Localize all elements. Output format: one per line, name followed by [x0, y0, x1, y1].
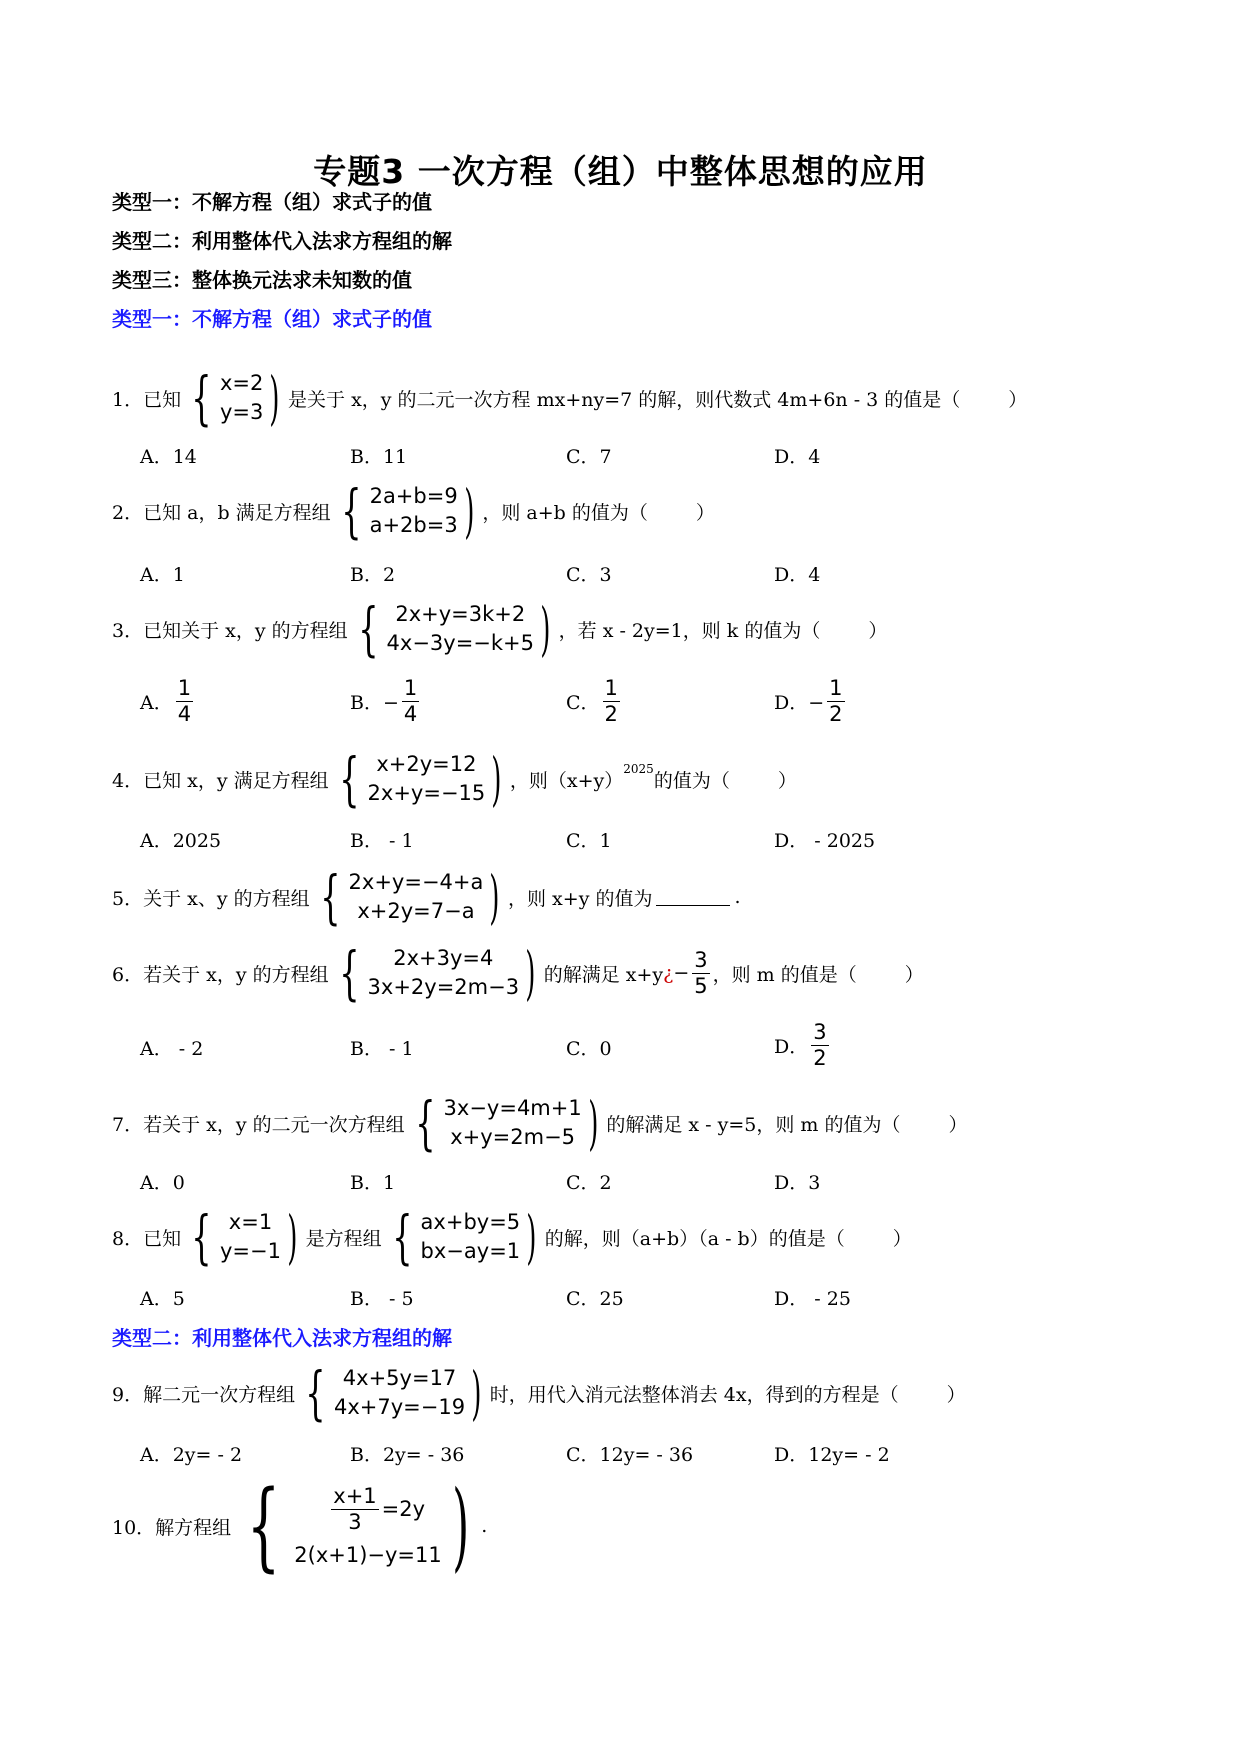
question-9: 9．解二元一次方程组 { 4x+5y=17 4x+7y=−19 ) 时，用代入消元法整体消去 4x，得到的方程是（ ）: [112, 1359, 966, 1427]
equation-system: { ax+by=5 bx−ay=1 ): [391, 1203, 537, 1271]
page-title: 专题3 一次方程（组）中整体思想的应用: [313, 152, 928, 191]
question-7: 7．若关于 x，y 的二元一次方程组 { 3x−y=4m+1 x+y=2m−5 ) 的解满足 x - y=5，则 m 的值为（ ）: [112, 1089, 968, 1157]
equation-system: { 4x+5y=17 4x+7y=−19 ): [305, 1359, 482, 1427]
option-d: D． - 2025: [774, 830, 876, 852]
option-b: B． - 1: [350, 830, 414, 852]
option-d: D．4: [774, 564, 821, 586]
equation-system: { $\frac{x+1}{3}$ =2y 2(x+1)−y=11 ): [246, 1470, 469, 1582]
equation-system: { 2x+3y=4 3x+2y=2m−3 ): [338, 939, 536, 1007]
option-a: A． - 2: [140, 1038, 204, 1060]
toc-item-3: 类型三：整体换元法求未知数的值: [112, 268, 412, 292]
option-b: B．1: [350, 1172, 396, 1194]
option-c: C．3: [566, 564, 612, 586]
option-b: B． - 5: [350, 1288, 414, 1310]
option-a: A．2025: [140, 830, 222, 852]
toc-item-2: 类型二：利用整体代入法求方程组的解: [112, 229, 452, 253]
option-d: D．4: [774, 446, 821, 468]
question-3: 3．已知关于 x，y 的方程组 { 2x+y=3k+2 4x−3y=−k+5 ) ，若 x - 2y=1，则 k 的值为（ ）: [112, 595, 888, 663]
question-4: 4．已知 x，y 满足方程组 { x+2y=12 2x+y=−15 ) ，则（x+y） $^{2025}$ 的值为（ ）: [112, 745, 797, 813]
question-10: 10．解方程组 { $\frac{x+1}{3}$ =2y 2(x+1)−y=11 ) .: [112, 1470, 488, 1582]
option-d: D．3: [774, 1172, 821, 1194]
option-a: A． $\frac{1}{4}$: [140, 676, 192, 726]
option-c: C．7: [566, 446, 612, 468]
option-c: C．2: [566, 1172, 612, 1194]
toc-item-1: 类型一：不解方程（组）求式子的值: [112, 190, 432, 214]
option-c: C．0: [566, 1038, 612, 1060]
option-d: D． $\frac{3}{2}$: [774, 1020, 827, 1070]
option-a: A．1: [140, 564, 185, 586]
question-2: 2．已知 a，b 满足方程组 { 2a+b=9 a+2b=3 ) ，则 a+b 的值为（ ）: [112, 477, 715, 545]
equation-system: { x+2y=12 2x+y=−15 ): [338, 745, 502, 813]
option-b: B．− $\frac{1}{4}$: [350, 676, 418, 726]
option-a: A．14: [140, 446, 197, 468]
option-b: B．2y= - 36: [350, 1444, 465, 1466]
answer-blank[interactable]: [656, 889, 730, 906]
equation-system: { 2x+y=3k+2 4x−3y=−k+5 ): [357, 595, 551, 663]
question-1: 1．已知 { x=2 y=3 ) 是关于 x，y 的二元一次方程 mx+ny=7 的解，则代数式 4m+6n - 3 的值是（ ）: [112, 364, 1028, 432]
option-d: D．12y= - 2: [774, 1444, 890, 1466]
option-b: B．11: [350, 446, 408, 468]
option-a: A．2y= - 2: [140, 1444, 243, 1466]
question-8: 8．已知 { x=1 y=−1 ) 是方程组 { ax+by=5 bx−ay=1 ) 的解，则（a+b）（a - b）的值是（ ）: [112, 1203, 912, 1271]
option-d: D． - 25: [774, 1288, 851, 1310]
equation-system: { 3x−y=4m+1 x+y=2m−5 ): [414, 1089, 599, 1157]
option-c: C．1: [566, 830, 612, 852]
equation-system: { x=2 y=3 ): [191, 364, 280, 432]
option-c: C． $\frac{1}{2}$: [566, 676, 618, 726]
option-a: A．5: [140, 1288, 185, 1310]
option-c: C．12y= - 36: [566, 1444, 694, 1466]
section-heading-1: 类型一：不解方程（组）求式子的值: [112, 307, 432, 331]
question-5: 5．关于 x、y 的方程组 { 2x+y=−4+a x+2y=7−a ) ，则 x+y 的值为 .: [112, 863, 741, 931]
question-6: 6．若关于 x，y 的方程组 { 2x+3y=4 3x+2y=2m−3 ) 的解满足 x+y ¿ − $\frac{3}{5}$ ，则 m 的值是（ ）: [112, 939, 924, 1007]
equation-system: { 2a+b=9 a+2b=3 ): [340, 477, 475, 545]
option-a: A．0: [140, 1172, 185, 1194]
section-heading-2: 类型二：利用整体代入法求方程组的解: [112, 1326, 452, 1350]
option-c: C．25: [566, 1288, 624, 1310]
equation-system: { 2x+y=−4+a x+2y=7−a ): [319, 863, 500, 931]
option-d: D．− $\frac{1}{2}$: [774, 676, 843, 726]
option-b: B．2: [350, 564, 396, 586]
equation-system: { x=1 y=−1 ): [191, 1203, 298, 1271]
option-b: B． - 1: [350, 1038, 414, 1060]
